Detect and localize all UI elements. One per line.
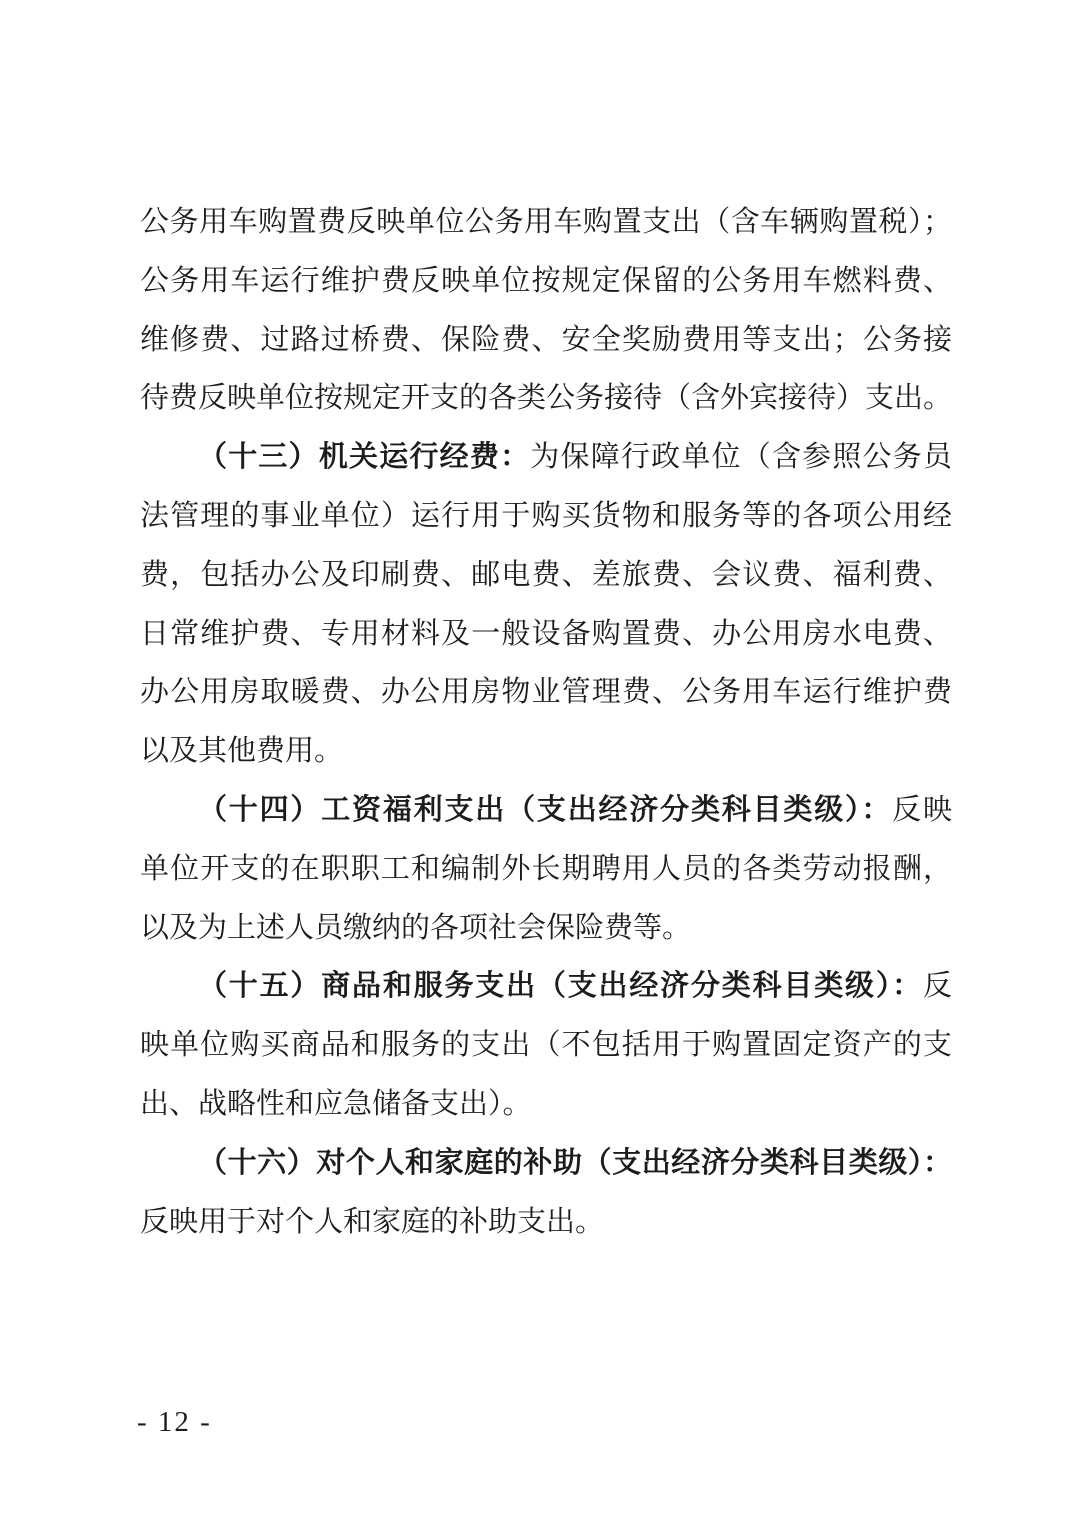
body-text-run: 维修费、过路过桥费、保险费、安全奖励费用等支出；公务接 [140, 323, 952, 356]
body-text-run: 待费反映单位按规定开支的各类公务接待（含外宾接待）支出。 [140, 382, 953, 415]
section-heading-run: （十三）机关运行经费： [198, 441, 531, 474]
text-line [140, 428, 952, 487]
text-line [140, 605, 952, 664]
text-line [140, 840, 952, 899]
page-number: - 12 - [137, 1406, 212, 1438]
text-line [140, 487, 952, 546]
text-line [140, 722, 952, 781]
body-text-run: 反映 [892, 793, 952, 826]
body-text-run: 以及其他费用。 [140, 735, 344, 768]
text-line [140, 1075, 952, 1134]
body-text-run: 映单位购买商品和服务的支出（不包括用于购置固定资产的支 [140, 1029, 952, 1062]
text-line [140, 369, 952, 428]
text-line [140, 781, 952, 840]
body-text-run: 日常维护费、专用材料及一般设备购置费、办公用房水电费、 [140, 617, 952, 650]
text-line [140, 311, 952, 370]
body-text-run: 公务用车购置费反映单位公务用车购置支出（含车辆购置税）； [140, 206, 952, 238]
text-block [140, 193, 952, 1251]
section-heading-run: （十五）商品和服务支出（支出经济分类科目类级）： [198, 970, 923, 1003]
body-text-run: 法管理的事业单位）运行用于购买货物和服务等的各项公用经 [140, 499, 952, 532]
text-line [140, 546, 952, 605]
text-line [140, 957, 952, 1016]
text-line [140, 193, 952, 252]
text-line [140, 1016, 952, 1075]
text-line [140, 899, 952, 958]
body-text-run: 反 [922, 970, 952, 1003]
body-text-run: 公务用车运行维护费反映单位按规定保留的公务用车燃料费、 [140, 264, 952, 297]
text-line [140, 1193, 952, 1252]
body-text-run: 为保障行政单位（含参照公务员 [530, 441, 952, 474]
text-line [140, 1134, 952, 1193]
body-text-run: 出、战略性和应急储备支出）。 [140, 1087, 532, 1120]
body-text-run: 费，包括办公及印刷费、邮电费、差旅费、会议费、福利费、 [140, 558, 952, 591]
body-text-run: 单位开支的在职职工和编制外长期聘用人员的各类劳动报酬， [140, 852, 952, 885]
body-text-run: 以及为上述人员缴纳的各项社会保险费等。 [140, 911, 692, 944]
text-line [140, 252, 952, 311]
body-text-run: 办公用房取暖费、办公用房物业管理费、公务用车运行维护费 [140, 676, 952, 709]
body-text-run: 反映用于对个人和家庭的补助支出。 [140, 1205, 605, 1238]
section-heading-run: （十六）对个人和家庭的补助（支出经济分类科目类级）： [198, 1146, 952, 1179]
text-line [140, 663, 952, 722]
section-heading-run: （十四）工资福利支出（支出经济分类科目类级）： [198, 793, 893, 826]
